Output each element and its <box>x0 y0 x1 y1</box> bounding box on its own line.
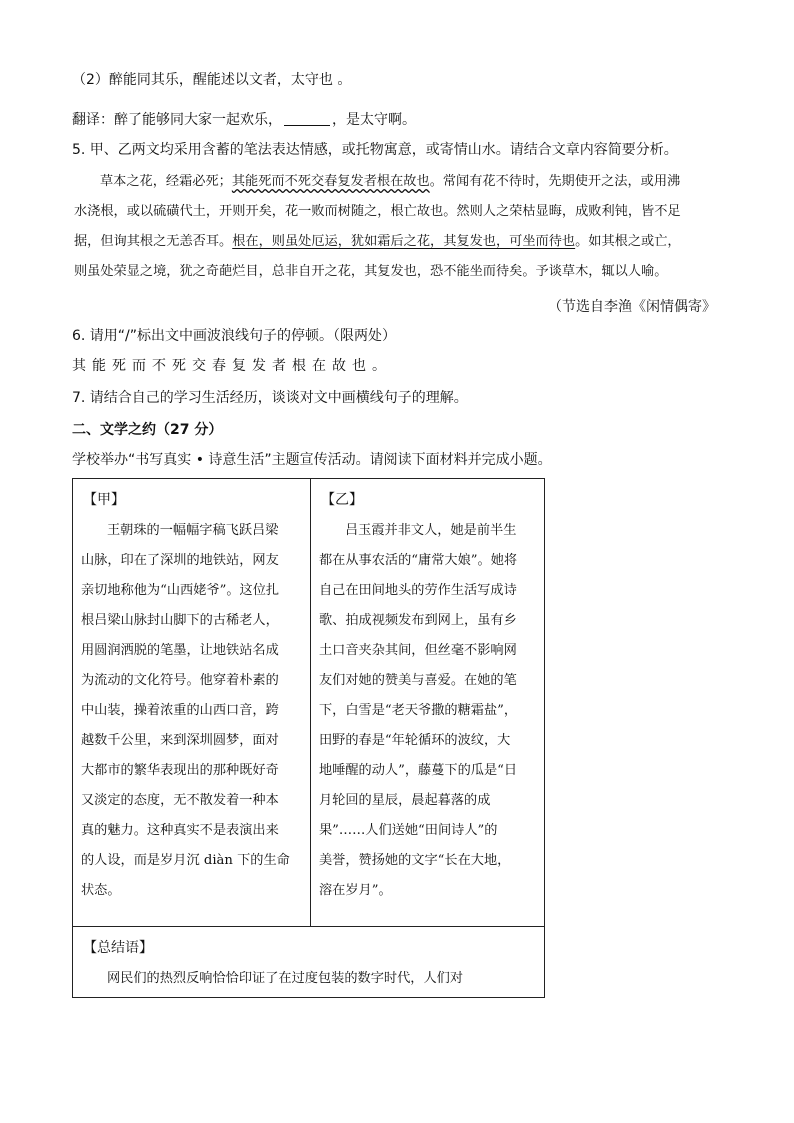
jia-line: 真的魅力。这种真实不是表演出来 <box>81 823 279 838</box>
passage-line-4: 则虽处荣显之境，犹之奇葩烂目，总非自开之花，其复发也，恐不能坐而待矣。予谈草木，辄以人喻。 <box>74 264 668 279</box>
jia-line: 越数千公里，来到深圳圆梦，面对 <box>81 733 279 748</box>
jia-line: 中山装，操着浓重的山西口音，跨 <box>81 703 279 718</box>
jia-text <box>81 521 305 921</box>
summary-line: 网民们的热烈反响恰恰印证了在过度包装的数字时代，人们对 <box>107 971 464 986</box>
section-2-title: 二、文学之约（27 分） <box>72 422 223 438</box>
yi-line: 下，白雪是“老天爷撒的糖霜盐”， <box>319 703 518 718</box>
yi-line: 吕玉霞并非文人，她是前半生 <box>345 523 517 538</box>
jia-line: 根吕梁山脉封山脚下的古稀老人， <box>81 613 279 628</box>
yi-text <box>319 521 543 921</box>
passage-line-2: 水浇根，或以硫磺代土，开则开矣，花一败而树随之，根亡故也。然则人之荣枯显晦，成败利钝，皆不足 <box>74 204 681 219</box>
jia-line: 亲切地称他为“山西姥爷”。这位扎 <box>81 583 280 598</box>
yi-line: 友们对她的赞美与喜爱。在她的笔 <box>319 673 517 688</box>
yi-line: 月轮回的星辰，晨起暮落的成 <box>319 793 491 808</box>
jia-line: 王朝珠的一幅幅字稿飞跃吕梁 <box>107 523 279 538</box>
translation-answer-line <box>72 110 416 130</box>
translation-item: （2）醉能同其乐，醒能述以文者，太守也 。 <box>72 72 352 88</box>
yi-heading: 【乙】 <box>321 492 363 508</box>
question-6-sentence: 其能死而不死交春复发者根在故也。 <box>72 358 392 374</box>
table-column-divider <box>310 479 311 926</box>
yi-line: 美誉，赞扬她的文字“长在大地， <box>319 853 511 868</box>
yi-line: 自己在田间地头的劳作生活写成诗 <box>319 583 517 598</box>
translation-prefix: 翻译：醉了能够同大家一起欢乐， <box>72 112 282 128</box>
yi-line: 田野的春是“年轮循环的波纹，大 <box>319 733 511 748</box>
underlined-sentence: 根在，则虽处厄运，犹如霜后之花，其复发也，可坐而待也 <box>232 234 576 249</box>
jia-line: 为流动的文化符号。他穿着朴素的 <box>81 673 279 688</box>
jia-line: 的人设，而是岁月沉 diàn 下的生命 <box>81 853 290 868</box>
question-5: 5. 甲、乙两文均采用含蓄的笔法表达情感，或托物寓意，或寄情山水。请结合文章内容简要分析。 <box>72 142 678 158</box>
question-7: 7. 请结合自己的学习生活经历，谈谈对文中画横线句子的理解。 <box>72 390 468 406</box>
yi-line: 歌、拍成视频发布到网上，虽有乡 <box>319 613 517 628</box>
answer-blank[interactable] <box>284 111 330 126</box>
jia-line: 状态。 <box>81 883 121 898</box>
yi-line: 地唾醒的动人”，藤蔓下的瓜是“日 <box>319 763 518 778</box>
summary-heading: 【总结语】 <box>83 940 153 956</box>
jia-line: 大都市的繁华表现出的那种既好奇 <box>81 763 279 778</box>
yi-line: 土口音夹杂其间，但丝毫不影响网 <box>319 643 517 658</box>
materials-table <box>72 478 545 998</box>
jia-line: 用圆润洒脱的笔墨，让地铁站名成 <box>81 643 279 658</box>
wavy-underlined-sentence: 其能死而不死交春复发者根在故也 <box>231 174 430 189</box>
summary-text <box>107 969 537 991</box>
passage-line-3: 据，但询其根之无恙否耳。根在，则虽处厄运，犹如霜后之花，其复发也，可坐而待也。如其根之或亡， <box>74 234 681 249</box>
section-2-intro: 学校举办“书写真实 • 诗意生活”主题宣传活动。请阅读下面材料并完成小题。 <box>72 452 552 468</box>
jia-heading: 【甲】 <box>83 492 125 508</box>
passage-source: （节选自李渔《闲情偶寄》 <box>548 299 716 315</box>
jia-line: 山脉，印在了深圳的地铁站，网友 <box>81 553 279 568</box>
table-row-divider <box>73 926 544 927</box>
jia-line: 又淡定的态度，无不散发着一种本 <box>81 793 279 808</box>
question-6: 6. 请用“/”标出文中画波浪线句子的停顿。（限两处） <box>72 328 397 344</box>
yi-line: 都在从事农活的“庸常大娘”。她将 <box>319 553 518 568</box>
passage-line-1: 草本之花，经霜必死；其能死而不死交春复发者根在故也。常闻有花不待时，先期使开之法，或用沸 <box>100 174 681 189</box>
translation-suffix: ，是太守啊。 <box>332 112 416 128</box>
yi-line: 溶在岁月”。 <box>319 883 392 898</box>
yi-line: 果”……人们送她“田间诗人”的 <box>319 823 498 838</box>
